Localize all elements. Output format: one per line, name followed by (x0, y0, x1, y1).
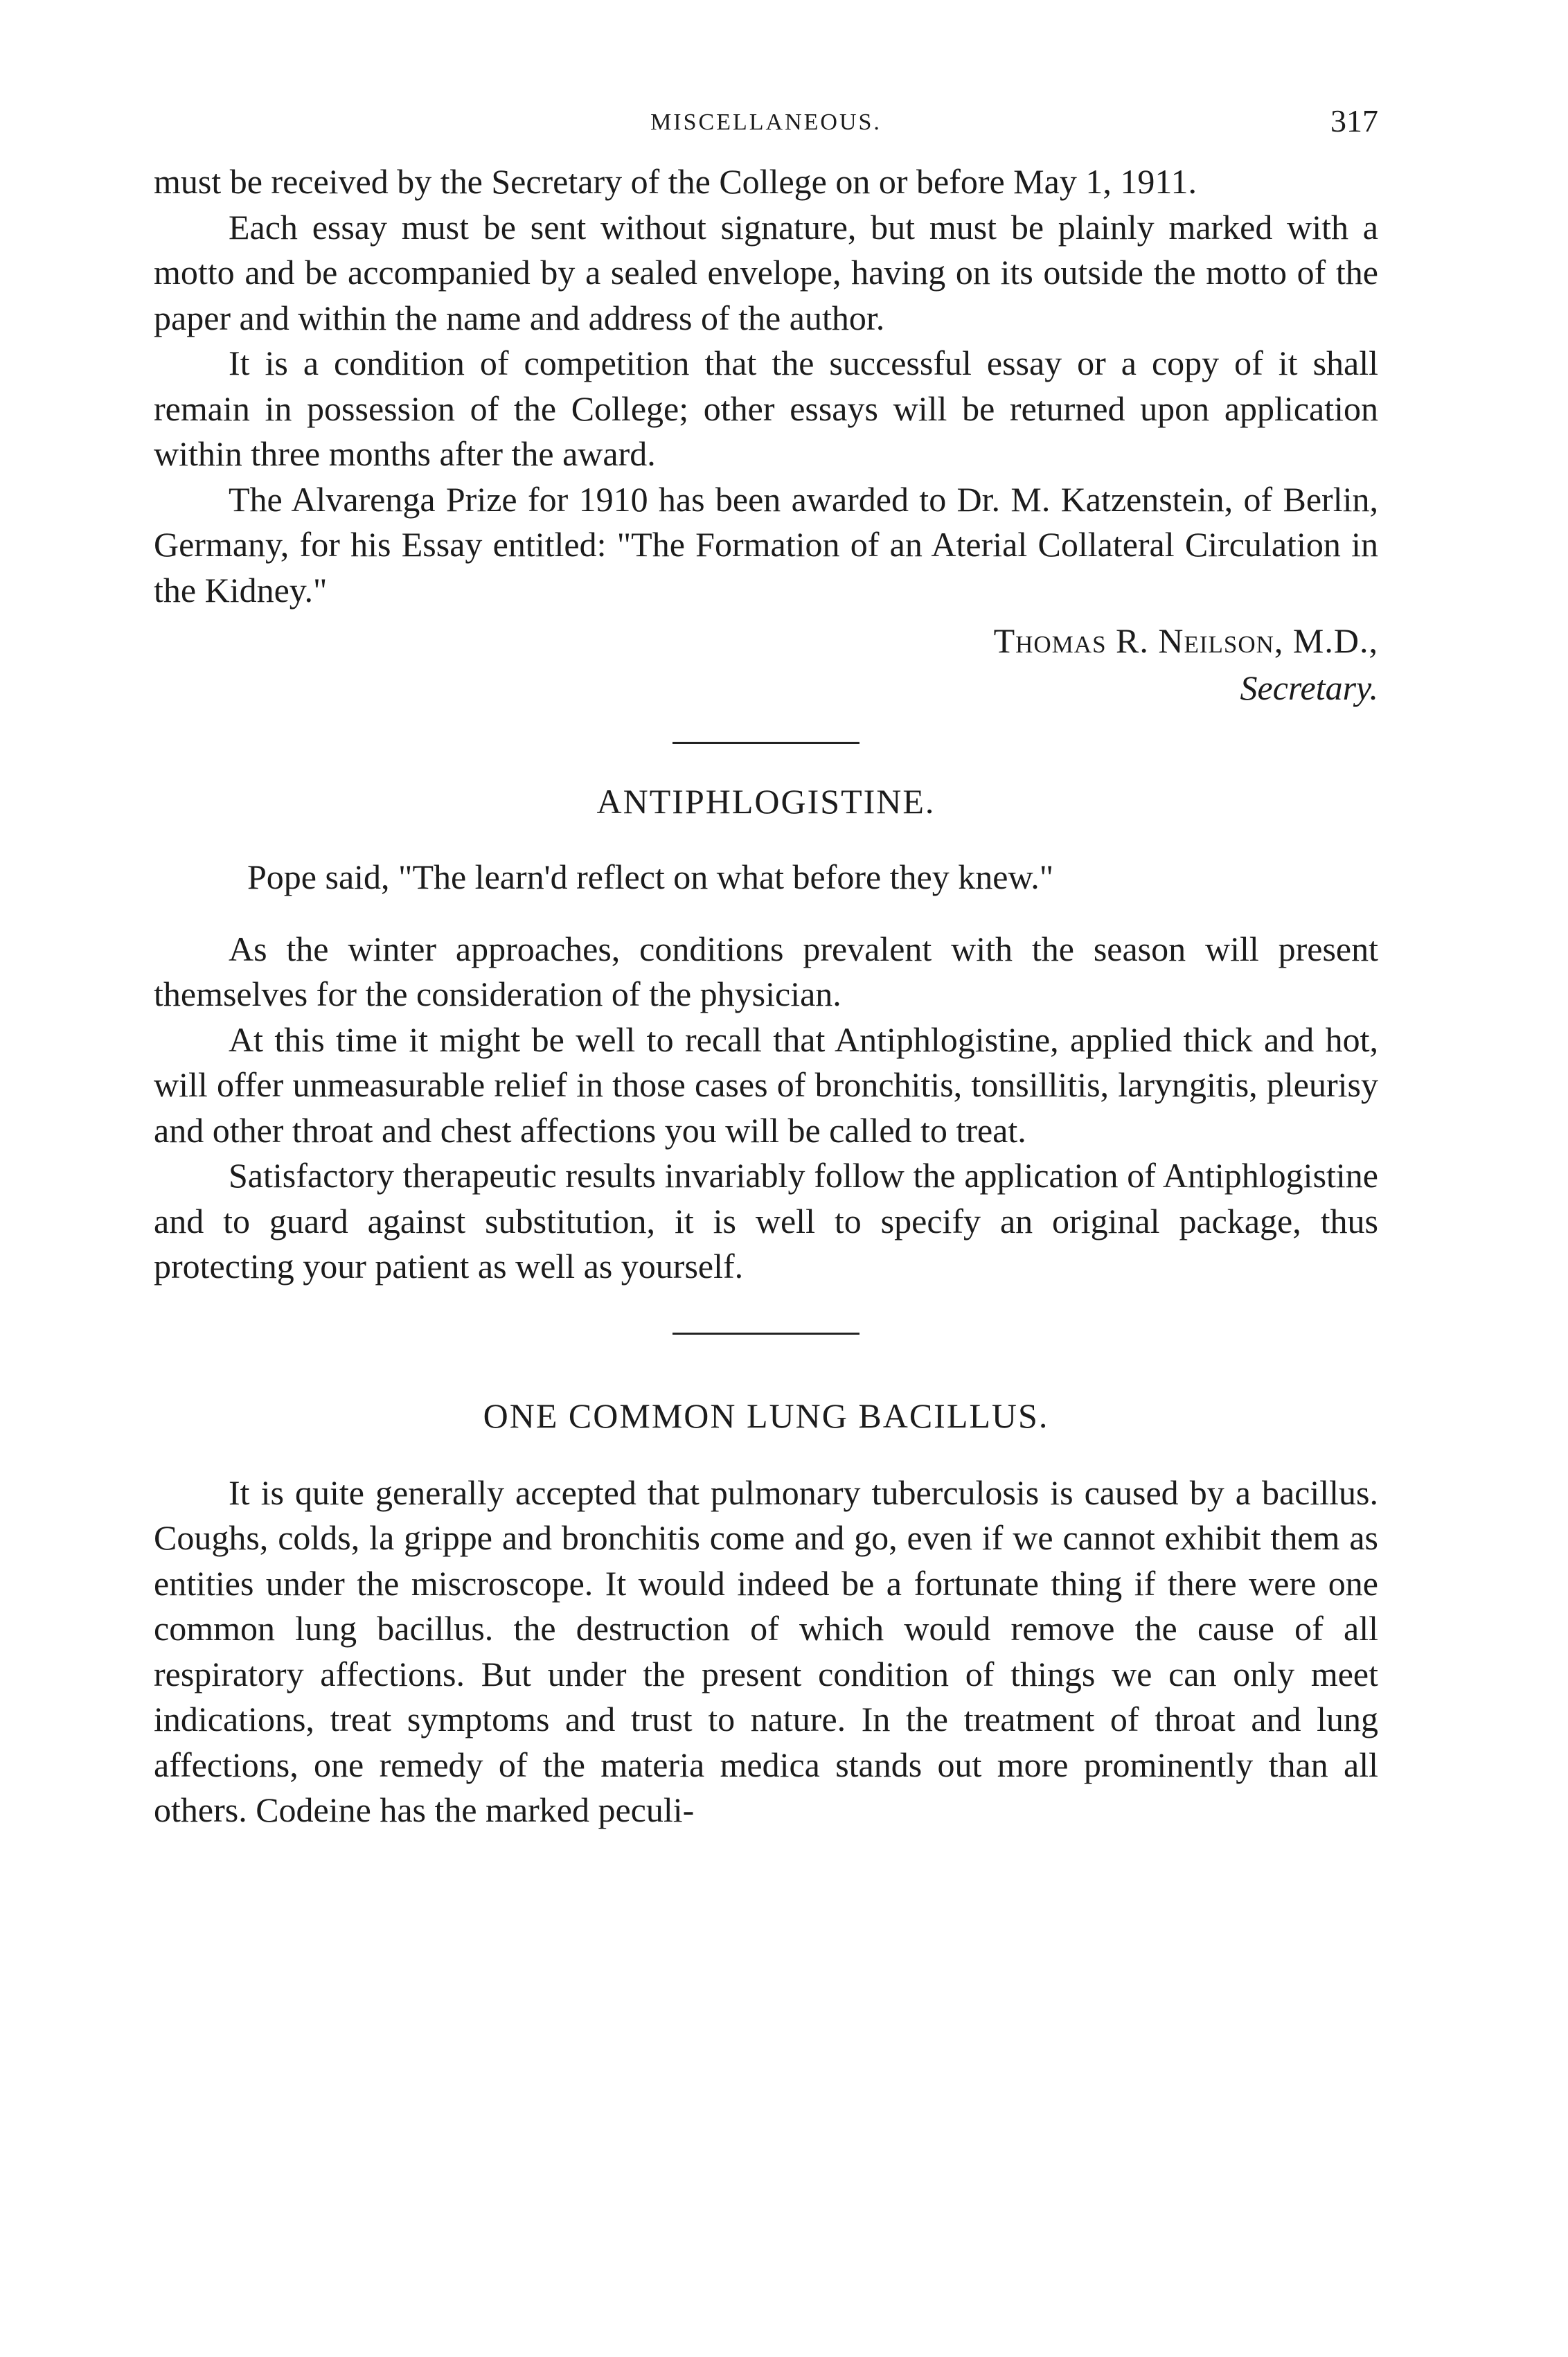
paragraph: It is quite generally accepted that pulmonary tuberculosis is caused by a bacillus. Coughs, colds, la grippe and bronchitis come and go, even if we cannot exhibit them as entities under the miscroscope. It would indeed be a fortunate thing if there were one common lung bacillus. the destruction of which would remove the cause of all respiratory affections. But under the present condition of things we can only meet indications, treat symptoms and trust to nature. In the treatment of throat and lung affections, one remedy of the materia medica stands out more prominently than all others. Codeine has the marked peculi- (154, 1473, 1378, 1829)
section-heading: ANTIPHLOGISTINE. (596, 782, 936, 821)
paragraph: Each essay must be sent without signature, but must be plainly marked with a motto and be accompanied by a sealed envelope, having on its outside the motto of the paper and within the name and address of the author. (154, 207, 1378, 337)
running-title: MISCELLANEOUS. (650, 109, 882, 135)
section-antiphlogistine (154, 781, 1378, 1290)
book-page (154, 97, 1378, 1833)
section-divider (672, 1333, 859, 1335)
epigraph-quote: Pope said, "The learn'd reflect on what before they knew." (247, 857, 1054, 896)
paragraph: At this time it might be well to recall that Antiphlogistine, applied thick and hot, will offer unmeasurable relief in those cases of bronchitis, tonsillitis, laryngitis, pleurisy and other throat and chest affections you will be called to treat. (154, 1020, 1378, 1150)
running-head (154, 97, 1378, 159)
section-divider (672, 742, 859, 744)
paragraph: must be received by the Secretary of the College on or before May 1, 1911. (154, 162, 1197, 201)
paragraph: As the winter approaches, conditions prevalent with the season will present themselves for the consideration of the physician. (154, 929, 1378, 1013)
paragraph: Satisfactory therapeutic results invariably follow the application of Antiphlogistine and to guard against substitution, it is well to specify an original package, thus protecting your patient as well as yourself. (154, 1156, 1378, 1286)
section-prize (154, 159, 1378, 711)
signature-name: Thomas R. Neilson, M.D., (993, 621, 1378, 660)
paragraph: The Alvarenga Prize for 1910 has been awarded to Dr. M. Katzenstein, of Berlin, Germany, for his Essay entitled: "The Formation of an Aterial Collateral Circulation in the Kidney." (154, 479, 1378, 610)
section-bacillus (154, 1396, 1378, 1833)
signature-role: Secretary. (1240, 668, 1378, 707)
signature-block (154, 617, 1378, 711)
paragraph: It is a condition of competition that the successful essay or a copy of it shall remain in possession of the College; other essays will be returned upon application within three months after the award. (154, 344, 1378, 473)
section-heading: ONE COMMON LUNG BACILLUS. (483, 1396, 1049, 1435)
page-number: 317 (1330, 103, 1378, 139)
